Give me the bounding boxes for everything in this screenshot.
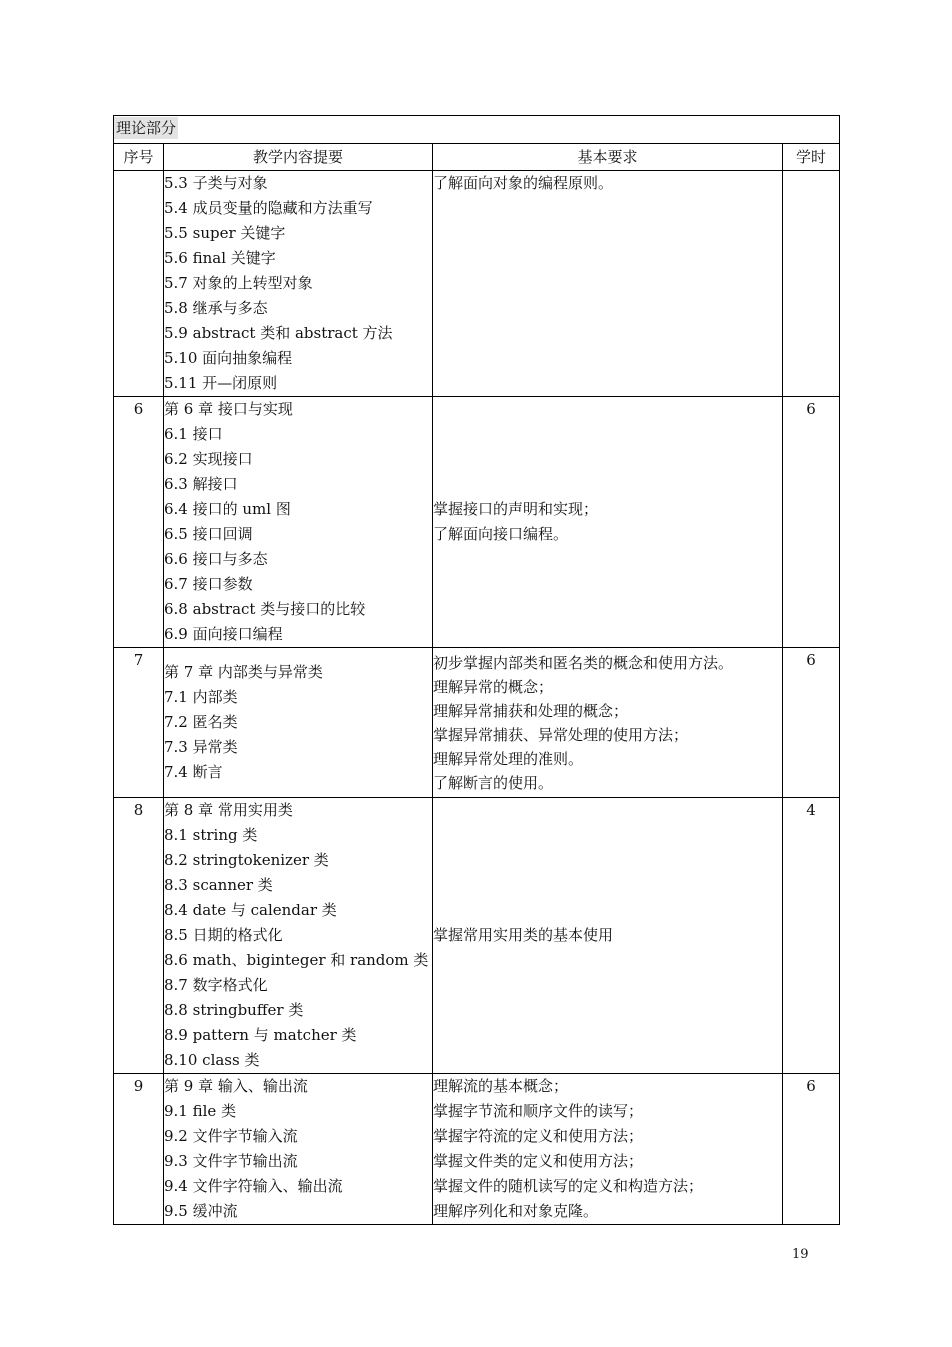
content-line: 6.6 接口与多态 bbox=[164, 550, 268, 568]
content-line: 第 6 章 接口与实现 bbox=[164, 400, 293, 418]
row-number bbox=[114, 171, 164, 397]
content-line: 第 7 章 内部类与异常类 bbox=[164, 663, 323, 681]
requirement-line: 掌握字节流和顺序文件的读写； bbox=[433, 1102, 644, 1120]
requirement-line: 掌握异常捕获、异常处理的使用方法； bbox=[433, 725, 689, 744]
row-number: 8 bbox=[114, 798, 164, 1074]
header-no: 序号 bbox=[114, 144, 164, 171]
hours-cell: 6 bbox=[783, 397, 840, 648]
row-number: 7 bbox=[114, 648, 164, 798]
content-line: 5.11 开—闭原则 bbox=[164, 374, 278, 392]
content-line: 5.4 成员变量的隐藏和方法重写 bbox=[164, 199, 373, 217]
content-line: 8.8 stringbuffer 类 bbox=[164, 1001, 304, 1019]
content-line: 8.9 pattern 与 matcher 类 bbox=[164, 1026, 357, 1044]
requirement-line: 理解序列化和对象克隆。 bbox=[433, 1202, 599, 1220]
requirement-line: 掌握字符流的定义和使用方法； bbox=[433, 1127, 644, 1145]
content-line: 8.6 math、biginteger 和 random 类 bbox=[164, 951, 429, 969]
table-row bbox=[114, 798, 840, 1074]
content-cell bbox=[164, 1074, 433, 1225]
content-line: 6.7 接口参数 bbox=[164, 575, 253, 593]
content-line: 6.4 接口的 uml 图 bbox=[164, 500, 291, 518]
content-cell bbox=[164, 798, 433, 1074]
content-line: 8.1 string 类 bbox=[164, 826, 258, 844]
content-line: 5.10 面向抽象编程 bbox=[164, 349, 293, 367]
content-line: 第 9 章 输入、输出流 bbox=[164, 1077, 308, 1095]
requirement-line: 掌握接口的声明和实现； bbox=[433, 500, 599, 518]
header-requirements: 基本要求 bbox=[433, 144, 783, 171]
requirements-cell bbox=[433, 171, 783, 397]
header-content: 教学内容提要 bbox=[164, 144, 433, 171]
content-line: 7.4 断言 bbox=[164, 763, 223, 781]
content-line: 6.9 面向接口编程 bbox=[164, 625, 283, 643]
content-line: 5.8 继承与多态 bbox=[164, 299, 268, 317]
content-line: 5.7 对象的上转型对象 bbox=[164, 274, 313, 292]
requirements-cell bbox=[433, 798, 783, 1074]
requirements-cell bbox=[433, 1074, 783, 1225]
content-line: 9.5 缓冲流 bbox=[164, 1202, 238, 1220]
requirements-cell bbox=[433, 397, 783, 648]
requirement-line: 理解异常捕获和处理的概念； bbox=[433, 701, 629, 720]
content-line: 8.2 stringtokenizer 类 bbox=[164, 851, 329, 869]
hours-cell: 6 bbox=[783, 648, 840, 798]
content-line: 5.6 final 关键字 bbox=[164, 249, 276, 267]
requirement-line: 了解断言的使用。 bbox=[433, 773, 554, 792]
table-row bbox=[114, 171, 840, 397]
requirement-line: 了解面向接口编程。 bbox=[433, 525, 569, 543]
syllabus-table bbox=[113, 115, 840, 1225]
content-cell bbox=[164, 397, 433, 648]
requirement-line: 了解面向对象的编程原则。 bbox=[433, 174, 614, 192]
section-title: 理论部分 bbox=[116, 119, 177, 137]
content-line: 6.2 实现接口 bbox=[164, 450, 253, 468]
requirement-line: 掌握文件类的定义和使用方法； bbox=[433, 1152, 644, 1170]
content-line: 7.1 内部类 bbox=[164, 688, 238, 706]
content-line: 第 8 章 常用实用类 bbox=[164, 801, 293, 819]
requirement-line: 理解异常处理的准则。 bbox=[433, 749, 584, 768]
requirement-line: 掌握常用实用类的基本使用 bbox=[433, 926, 614, 944]
table-row bbox=[114, 648, 840, 798]
hours-cell: 6 bbox=[783, 1074, 840, 1225]
content-line: 8.7 数字格式化 bbox=[164, 976, 268, 994]
content-line: 6.8 abstract 类与接口的比较 bbox=[164, 600, 366, 618]
hours-cell: 4 bbox=[783, 798, 840, 1074]
requirement-line: 掌握文件的随机读写的定义和构造方法； bbox=[433, 1177, 704, 1195]
hours-cell bbox=[783, 171, 840, 397]
content-line: 8.4 date 与 calendar 类 bbox=[164, 901, 337, 919]
content-line: 9.3 文件字节输出流 bbox=[164, 1152, 298, 1170]
content-line: 9.2 文件字节输入流 bbox=[164, 1127, 298, 1145]
content-line: 5.9 abstract 类和 abstract 方法 bbox=[164, 324, 393, 342]
row-number: 9 bbox=[114, 1074, 164, 1225]
content-line: 7.3 异常类 bbox=[164, 738, 238, 756]
content-cell bbox=[164, 171, 433, 397]
content-line: 8.3 scanner 类 bbox=[164, 876, 273, 894]
content-line: 6.5 接口回调 bbox=[164, 525, 253, 543]
content-line: 5.5 super 关键字 bbox=[164, 224, 286, 242]
requirement-line: 初步掌握内部类和匿名类的概念和使用方法。 bbox=[433, 653, 734, 672]
table-row bbox=[114, 1074, 840, 1225]
requirement-line: 理解异常的概念； bbox=[433, 677, 554, 696]
content-line: 9.1 file 类 bbox=[164, 1102, 237, 1120]
content-line: 6.1 接口 bbox=[164, 425, 223, 443]
content-line: 5.3 子类与对象 bbox=[164, 174, 268, 192]
content-line: 6.3 解接口 bbox=[164, 475, 238, 493]
content-cell bbox=[164, 648, 433, 798]
row-number: 6 bbox=[114, 397, 164, 648]
content-line: 8.5 日期的格式化 bbox=[164, 926, 283, 944]
content-line: 9.4 文件字符输入、输出流 bbox=[164, 1177, 343, 1195]
page-number: 19 bbox=[792, 1247, 809, 1262]
section-title-cell bbox=[114, 116, 840, 144]
requirement-line: 理解流的基本概念； bbox=[433, 1077, 569, 1095]
content-line: 7.2 匿名类 bbox=[164, 713, 238, 731]
table-row bbox=[114, 397, 840, 648]
header-hours: 学时 bbox=[783, 144, 840, 171]
table-header-row bbox=[114, 144, 840, 171]
requirements-cell bbox=[433, 648, 783, 798]
content-line: 8.10 class 类 bbox=[164, 1051, 260, 1069]
